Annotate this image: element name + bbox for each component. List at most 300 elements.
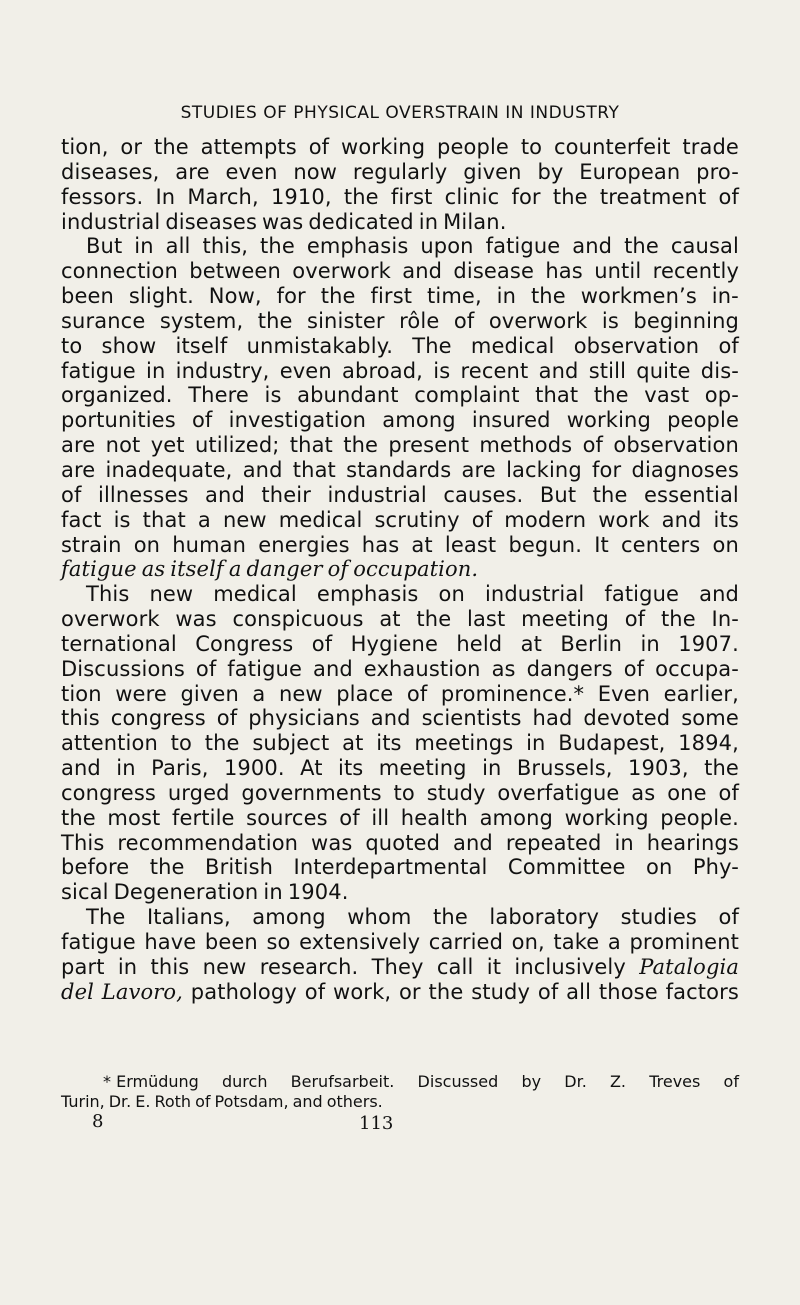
text-word: and bbox=[661, 507, 702, 532]
signature-mark: 8 bbox=[92, 1111, 104, 1132]
text-word: diseases bbox=[165, 209, 257, 234]
text-line bbox=[61, 408, 739, 433]
text-word: still bbox=[588, 358, 627, 383]
text-word: yet bbox=[150, 433, 185, 458]
text-word: organized. bbox=[61, 383, 173, 408]
text-line bbox=[61, 831, 739, 856]
text-word: had bbox=[532, 706, 573, 731]
text-word: of bbox=[718, 184, 739, 209]
text-word: its bbox=[713, 507, 739, 532]
text-word: In bbox=[155, 184, 176, 209]
text-word: factors bbox=[665, 979, 739, 1004]
text-line bbox=[61, 756, 739, 781]
text-word: causes. bbox=[443, 482, 524, 507]
text-word: the bbox=[149, 855, 185, 880]
text-word: at bbox=[520, 631, 542, 656]
text-word: even bbox=[225, 159, 278, 184]
text-word: occupa- bbox=[655, 656, 739, 681]
text-word: The bbox=[86, 905, 126, 930]
text-word: tion bbox=[61, 681, 102, 706]
text-word: of bbox=[718, 905, 739, 930]
text-word: of bbox=[582, 433, 604, 458]
text-line bbox=[61, 682, 739, 707]
text-word: prominence.* bbox=[440, 681, 585, 706]
text-word: Milan. bbox=[443, 209, 507, 234]
text-word: sinister bbox=[307, 308, 385, 333]
text-word: the bbox=[660, 607, 696, 632]
text-word: ill bbox=[371, 805, 390, 830]
text-word: was bbox=[311, 830, 353, 855]
text-word: among bbox=[252, 905, 326, 930]
text-word: on, bbox=[511, 930, 545, 954]
text-line bbox=[61, 880, 739, 905]
text-word: quoted bbox=[365, 830, 441, 855]
text-word: conspicuous bbox=[232, 607, 364, 632]
text-word: physicians bbox=[248, 706, 360, 731]
text-word: in bbox=[146, 358, 166, 383]
text-word: urged bbox=[167, 780, 230, 805]
text-word: But bbox=[86, 234, 123, 259]
text-word: diseases, bbox=[61, 159, 160, 184]
text-word: work, bbox=[333, 979, 392, 1004]
text-line bbox=[61, 632, 739, 657]
text-word: pro- bbox=[696, 159, 739, 184]
text-word: for bbox=[276, 284, 306, 309]
footnote-word: Z. bbox=[609, 1072, 627, 1091]
text-word: the bbox=[428, 979, 464, 1004]
text-word: the bbox=[433, 905, 468, 930]
text-word: ternational bbox=[61, 631, 177, 656]
text-word: take bbox=[553, 930, 600, 954]
text-word: that bbox=[292, 457, 336, 482]
text-word: present bbox=[388, 433, 470, 458]
text-word: in bbox=[640, 631, 660, 656]
text-word: as bbox=[141, 557, 166, 582]
text-word: all bbox=[566, 979, 592, 1004]
text-word: standards bbox=[346, 457, 452, 482]
text-word: exhaustion bbox=[363, 656, 481, 681]
text-word: of bbox=[718, 780, 739, 805]
text-word: at bbox=[379, 607, 401, 632]
text-word: medical bbox=[278, 507, 363, 532]
text-word: even bbox=[279, 358, 332, 383]
text-word: meetings bbox=[414, 731, 514, 756]
text-word: There bbox=[188, 383, 249, 408]
text-word: meeting bbox=[521, 607, 609, 632]
text-word: surance bbox=[61, 308, 146, 333]
text-word: fatigue bbox=[61, 358, 136, 383]
text-word: their bbox=[261, 482, 311, 507]
page-number: 113 bbox=[359, 1113, 394, 1134]
text-word: governments bbox=[241, 780, 382, 805]
text-line bbox=[61, 607, 739, 632]
text-word: inclusively bbox=[514, 954, 626, 979]
text-word: at bbox=[342, 731, 364, 756]
text-word: meeting bbox=[378, 756, 467, 781]
text-word: people bbox=[667, 408, 739, 433]
text-word: 1910, bbox=[270, 184, 332, 209]
text-word: Committee bbox=[507, 855, 626, 880]
text-word: and bbox=[205, 482, 245, 507]
text-word: system, bbox=[159, 308, 244, 333]
text-word: British bbox=[205, 855, 274, 880]
text-word: new bbox=[202, 954, 247, 979]
text-word: emphasis bbox=[316, 582, 419, 607]
text-word: last bbox=[466, 607, 506, 632]
running-head: STUDIES OF PHYSICAL OVERSTRAIN IN INDUSTRY bbox=[180, 103, 620, 123]
text-word: held bbox=[456, 631, 503, 656]
text-word: of bbox=[216, 706, 238, 731]
text-word: subject bbox=[252, 731, 330, 756]
text-word: slight. bbox=[128, 284, 194, 309]
text-word: of bbox=[406, 681, 428, 706]
text-word: abroad, bbox=[342, 358, 423, 383]
text-word: to bbox=[393, 780, 415, 805]
text-word: are bbox=[61, 433, 96, 458]
text-word: investigation bbox=[228, 408, 367, 433]
text-word: carried bbox=[428, 930, 504, 954]
text-word: disease bbox=[453, 259, 535, 284]
text-line bbox=[61, 557, 739, 582]
text-word: 1903, bbox=[627, 756, 689, 781]
text-word: Paris, bbox=[151, 756, 209, 781]
text-word: and bbox=[242, 457, 283, 482]
text-word: least bbox=[444, 532, 497, 557]
text-word: or bbox=[398, 979, 421, 1004]
text-word: are bbox=[61, 457, 96, 482]
text-word: to bbox=[61, 333, 83, 358]
text-word: vast bbox=[644, 383, 690, 408]
text-word: overfatigue bbox=[497, 780, 620, 805]
text-line bbox=[61, 806, 739, 831]
footnote-word: * Ermüdung bbox=[103, 1072, 199, 1091]
text-word: a bbox=[252, 681, 266, 706]
footnote-word: others. bbox=[326, 1091, 383, 1111]
text-word: the bbox=[552, 184, 588, 209]
text-word: the bbox=[153, 135, 189, 159]
text-word: among bbox=[382, 408, 456, 433]
text-word: attempts bbox=[200, 135, 297, 159]
text-word: 1894, bbox=[678, 731, 739, 756]
text-word: Phy- bbox=[692, 855, 739, 880]
text-word: treatment bbox=[599, 184, 707, 209]
text-word: essential bbox=[644, 482, 739, 507]
text-word: in bbox=[614, 830, 634, 855]
text-word: 1904. bbox=[287, 880, 349, 905]
text-word: show bbox=[101, 333, 157, 358]
text-word: is bbox=[433, 358, 451, 383]
text-word: Hygiene bbox=[350, 631, 438, 656]
text-word: have bbox=[144, 930, 197, 954]
text-word: of bbox=[624, 607, 646, 632]
text-word: of bbox=[623, 656, 645, 681]
text-word: Lavoro, bbox=[101, 979, 183, 1004]
text-line bbox=[61, 483, 739, 508]
text-word: in bbox=[418, 209, 439, 234]
text-word: dis- bbox=[700, 358, 739, 383]
text-word: itself bbox=[175, 333, 228, 358]
text-word: to bbox=[520, 135, 543, 159]
text-word: Even bbox=[597, 681, 651, 706]
text-word: is bbox=[601, 308, 619, 333]
text-word: congress bbox=[61, 780, 156, 805]
text-word: This bbox=[61, 830, 105, 855]
text-word: unmistakably. bbox=[246, 333, 394, 358]
text-word: earlier, bbox=[663, 681, 739, 706]
text-word: and bbox=[453, 830, 493, 855]
text-word: for bbox=[592, 457, 622, 482]
text-word: industrial bbox=[61, 209, 161, 234]
text-word: In- bbox=[711, 607, 739, 632]
text-word: of bbox=[537, 979, 559, 1004]
text-word: of bbox=[304, 979, 326, 1004]
text-word: fatigue bbox=[604, 582, 680, 607]
text-word: tion, bbox=[61, 135, 109, 159]
text-word: this, bbox=[202, 234, 249, 259]
text-word: dedicated bbox=[308, 209, 414, 234]
text-word: utilized; bbox=[194, 433, 280, 458]
text-word: been bbox=[204, 930, 258, 954]
text-line bbox=[61, 533, 739, 558]
text-word: until bbox=[594, 259, 642, 284]
text-word: so bbox=[266, 930, 291, 954]
text-word: Berlin bbox=[560, 631, 623, 656]
text-word: its bbox=[337, 756, 364, 781]
text-word: pathology bbox=[190, 979, 297, 1004]
text-word: They bbox=[371, 954, 424, 979]
text-word: was bbox=[175, 607, 217, 632]
text-line bbox=[61, 234, 739, 259]
body-text bbox=[61, 135, 739, 1005]
text-word: causal bbox=[670, 234, 739, 259]
text-word: begun. bbox=[508, 532, 583, 557]
text-word: working bbox=[564, 805, 649, 830]
text-word: the bbox=[257, 308, 293, 333]
text-word: has bbox=[361, 532, 400, 557]
text-line bbox=[61, 359, 739, 384]
footnote-word: Dr. bbox=[564, 1072, 587, 1091]
text-word: sources bbox=[246, 805, 328, 830]
text-word: most bbox=[107, 805, 161, 830]
text-word: in bbox=[134, 234, 154, 259]
text-word: strain bbox=[61, 532, 122, 557]
text-word: now bbox=[293, 159, 338, 184]
text-word: March, bbox=[187, 184, 259, 209]
footnote bbox=[61, 1072, 739, 1111]
text-word: working bbox=[566, 408, 651, 433]
text-line bbox=[61, 930, 739, 955]
text-word: work bbox=[598, 507, 650, 532]
text-word: del bbox=[61, 979, 94, 1004]
text-word: recently bbox=[652, 259, 739, 284]
text-word: and bbox=[402, 259, 443, 284]
text-word: Brussels, bbox=[516, 756, 613, 781]
text-line bbox=[61, 582, 739, 607]
text-line bbox=[61, 905, 739, 930]
text-word: dangers bbox=[526, 656, 613, 681]
text-word: and bbox=[572, 234, 613, 259]
text-word: of bbox=[327, 557, 349, 582]
text-word: prominent bbox=[629, 930, 739, 954]
text-word: on bbox=[133, 532, 161, 557]
text-word: upon bbox=[420, 234, 474, 259]
text-word: fertile bbox=[171, 805, 235, 830]
text-word: This bbox=[86, 582, 130, 607]
text-line bbox=[61, 259, 739, 284]
text-word: given bbox=[180, 681, 239, 706]
text-line bbox=[61, 383, 739, 408]
text-word: of bbox=[453, 308, 475, 333]
text-word: of bbox=[61, 482, 82, 507]
text-word: But bbox=[539, 482, 577, 507]
text-word: scientists bbox=[421, 706, 522, 731]
footnote-line bbox=[61, 1072, 739, 1092]
text-word: by bbox=[537, 159, 564, 184]
footnote-word: E. bbox=[135, 1091, 151, 1111]
text-word: is bbox=[264, 383, 282, 408]
text-word: sical bbox=[61, 880, 109, 905]
text-word: are bbox=[175, 159, 210, 184]
text-word: complaint bbox=[414, 383, 520, 408]
text-word: people bbox=[437, 135, 509, 159]
text-word: observation bbox=[613, 433, 739, 458]
text-word: fatigue bbox=[61, 930, 136, 954]
text-line bbox=[61, 334, 739, 359]
text-word: Patalogia bbox=[639, 954, 739, 979]
text-word: congress bbox=[110, 706, 206, 731]
text-word: overwork bbox=[488, 308, 588, 333]
text-word: industrial bbox=[484, 582, 585, 607]
text-word: studies bbox=[620, 905, 697, 930]
text-word: fatigue bbox=[485, 234, 561, 259]
text-word: a bbox=[228, 557, 242, 582]
text-word: op- bbox=[704, 383, 739, 408]
text-word: or bbox=[120, 135, 143, 159]
text-word: in bbox=[116, 756, 136, 781]
text-word: of bbox=[471, 507, 493, 532]
text-word: At bbox=[300, 756, 323, 781]
text-line bbox=[61, 955, 739, 980]
text-word: centers bbox=[621, 532, 701, 557]
text-word: of bbox=[311, 631, 333, 656]
text-word: and bbox=[699, 582, 739, 607]
text-word: new bbox=[149, 582, 194, 607]
text-word: this bbox=[150, 954, 190, 979]
text-word: medical bbox=[470, 333, 555, 358]
text-word: first bbox=[370, 284, 413, 309]
text-word: lacking bbox=[506, 457, 582, 482]
text-word: been bbox=[61, 284, 114, 309]
text-line bbox=[61, 980, 739, 1005]
footnote-word: Treves bbox=[649, 1072, 701, 1091]
text-word: rôle bbox=[399, 308, 440, 333]
text-word: occupation. bbox=[353, 557, 479, 582]
text-word: are bbox=[461, 457, 496, 482]
text-word: a bbox=[197, 507, 211, 532]
text-word: fatigue bbox=[227, 656, 303, 681]
text-line bbox=[61, 508, 739, 533]
text-word: inadequate, bbox=[105, 457, 233, 482]
text-word: modern bbox=[504, 507, 587, 532]
text-line bbox=[61, 706, 739, 731]
text-word: is bbox=[113, 507, 131, 532]
footnote-word: Potsdam, bbox=[214, 1091, 289, 1111]
footnote-word: Discussed bbox=[417, 1072, 499, 1091]
footnote-word: Berufsarbeit. bbox=[290, 1072, 395, 1091]
text-word: medical bbox=[213, 582, 297, 607]
text-word: counterfeit bbox=[554, 135, 671, 159]
text-word: to bbox=[170, 731, 192, 756]
text-word: itself bbox=[170, 557, 224, 582]
text-line bbox=[61, 657, 739, 682]
text-line bbox=[61, 781, 739, 806]
text-word: beginning bbox=[633, 308, 739, 333]
text-word: industrial bbox=[327, 482, 427, 507]
text-word: study bbox=[426, 780, 486, 805]
text-word: in bbox=[482, 756, 502, 781]
text-word: quite bbox=[636, 358, 691, 383]
text-word: abundant bbox=[297, 383, 399, 408]
text-line bbox=[61, 135, 739, 160]
text-word: on bbox=[646, 855, 673, 880]
text-word: in bbox=[496, 284, 517, 309]
text-word: health bbox=[400, 805, 468, 830]
text-word: between bbox=[189, 259, 281, 284]
text-word: overwork bbox=[61, 607, 160, 632]
text-line bbox=[61, 458, 739, 483]
text-line bbox=[61, 855, 739, 880]
text-word: working bbox=[341, 135, 426, 159]
footnote-word: Dr. bbox=[108, 1091, 132, 1111]
text-word: and bbox=[538, 358, 579, 383]
text-word: trade bbox=[682, 135, 739, 159]
text-word: and bbox=[312, 656, 353, 681]
text-word: the bbox=[343, 184, 379, 209]
text-word: fessors. bbox=[61, 184, 144, 209]
text-word: The bbox=[412, 333, 452, 358]
text-word: observation bbox=[573, 333, 700, 358]
text-word: the bbox=[704, 756, 739, 781]
text-word: people. bbox=[660, 805, 739, 830]
text-word: diagnoses bbox=[631, 457, 739, 482]
text-line bbox=[61, 731, 739, 756]
text-word: 1900. bbox=[223, 756, 285, 781]
text-word: European bbox=[579, 159, 681, 184]
text-word: place bbox=[336, 681, 394, 706]
footnote-word: Roth bbox=[154, 1091, 192, 1111]
text-line bbox=[61, 185, 739, 210]
text-line bbox=[61, 160, 739, 185]
text-word: of bbox=[195, 656, 217, 681]
text-word: regularly bbox=[352, 159, 448, 184]
text-word: emphasis bbox=[306, 234, 409, 259]
text-word: industry, bbox=[175, 358, 270, 383]
text-word: fact bbox=[61, 507, 102, 532]
text-word: the bbox=[593, 383, 629, 408]
text-word: new bbox=[222, 507, 267, 532]
text-word: in- bbox=[711, 284, 739, 309]
text-word: that bbox=[535, 383, 579, 408]
text-word: the bbox=[624, 234, 659, 259]
text-word: a bbox=[607, 930, 621, 954]
text-word: Congress bbox=[195, 631, 294, 656]
text-word: the bbox=[343, 433, 379, 458]
text-word: among bbox=[479, 805, 553, 830]
text-word: part bbox=[61, 954, 105, 979]
text-word: Discussions bbox=[61, 656, 185, 681]
text-word: of bbox=[718, 333, 739, 358]
text-word: human bbox=[172, 532, 247, 557]
